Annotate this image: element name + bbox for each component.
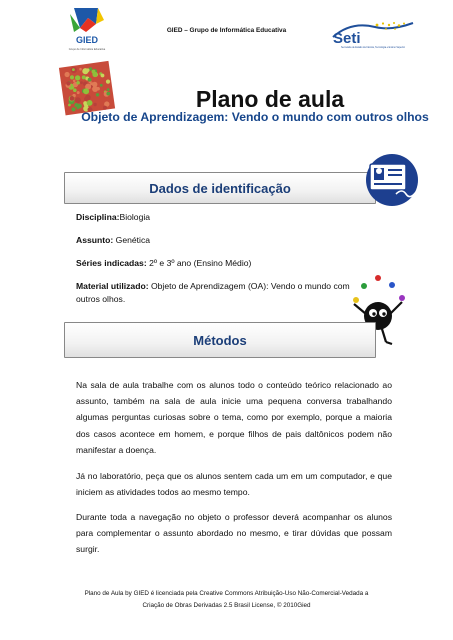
material-line: [76, 280, 366, 306]
grades-label: Séries indicadas:: [76, 258, 147, 268]
plate-dot: [79, 68, 82, 71]
plate-dot: [92, 72, 97, 77]
plate-dot: [68, 104, 71, 107]
grades-value: 2º e 3º ano (Ensino Médio): [146, 258, 252, 268]
plate-dot: [87, 100, 93, 106]
plate-dot: [92, 82, 97, 87]
plate-dot: [82, 68, 88, 74]
subject-value: Genética: [113, 235, 151, 245]
plate-dot: [93, 103, 96, 106]
plate-dot: [96, 93, 99, 96]
methods-paragraph-2: Já no laboratório, peça que os alunos sentem cada um em um computador, e que iniciem as atividades todos ao mesmo tempo.: [76, 471, 392, 498]
methods-paragraph-1: Na sala de aula trabalhe com os alunos todo o conteúdo teórico relacionado ao assunto, também na sala de aula inicie uma pequena conversa trabalhando algumas perguntas curiosas sobre o tema, como por exemplo, porque a maioria dos casos acontece em homem, e porque filhos de pais daltônicos podem não manifestar a doença.: [76, 380, 392, 455]
plate-dot: [106, 80, 110, 84]
seti-logo-subtext: Secretaria de Estado da Ciência, Tecnologia e Ensino Superior: [340, 47, 406, 49]
plate-dot: [70, 75, 74, 79]
plate-dot: [76, 81, 80, 85]
plate-dot: [73, 80, 76, 83]
plate-dot: [88, 78, 92, 82]
plate-dot: [101, 74, 105, 78]
material-value: Objeto de Aprendizagem (OA): Vendo o mundo com outros olhos.: [76, 281, 350, 304]
page-subtitle: Objeto de Aprendizagem: Vendo o mundo com outros olhos: [81, 110, 429, 124]
page-title: Plano de aula: [195, 86, 345, 112]
plate-dot: [75, 75, 80, 80]
plate-dot: [66, 81, 70, 85]
subject-label: Assunto:: [76, 235, 114, 245]
seti-logo: [331, 21, 415, 59]
header-org-text: GIED – Grupo de Informática Educativa: [166, 27, 287, 34]
plate-dot: [70, 96, 75, 101]
plate-dot: [85, 95, 91, 101]
plate-dot: [75, 97, 81, 103]
discipline-label: Disciplina:: [76, 212, 120, 222]
footer-line-2: Criação de Obras Derivadas 2.5 Brasil License, © 2010Gied: [142, 602, 311, 609]
section-heading-identification-label: Dados de identificação: [149, 180, 291, 196]
footer-line-1: Plano de Aula by GIED é licenciada pela Creative Commons Atribuição-Uso Não-Comercial-Vedada a: [84, 590, 369, 597]
plate-dot: [83, 88, 89, 94]
plate-dot: [72, 68, 75, 71]
plate-dot: [77, 91, 80, 94]
plate-dot: [65, 72, 70, 77]
plate-dot: [80, 81, 83, 84]
plate-dot: [73, 88, 77, 92]
material-label: Material utilizado:: [76, 281, 149, 291]
section-heading-methods-label: Métodos: [193, 332, 247, 348]
grades-line: [76, 257, 251, 270]
section-heading-identification: [64, 172, 376, 204]
id-card-icon: [352, 150, 426, 208]
seti-logo-text: Seti: [333, 30, 361, 47]
plate-dot: [77, 104, 82, 109]
plate-dot: [82, 75, 86, 79]
gied-logo-subtext: Grupo de Informática Educativa: [68, 48, 106, 51]
discipline-value: Biologia: [119, 212, 151, 222]
discipline-line: [76, 211, 150, 224]
gied-logo-text: GIED: [75, 35, 99, 45]
methods-paragraph-3: Durante toda a navegação no objeto o professor deverá acompanhar os alunos para complementar o assunto abordado no mesmo, e tirar dúvidas que possam surgir.: [76, 512, 392, 555]
subject-line: [76, 234, 150, 247]
section-heading-methods: [64, 322, 376, 358]
footer-license: [0, 588, 453, 612]
